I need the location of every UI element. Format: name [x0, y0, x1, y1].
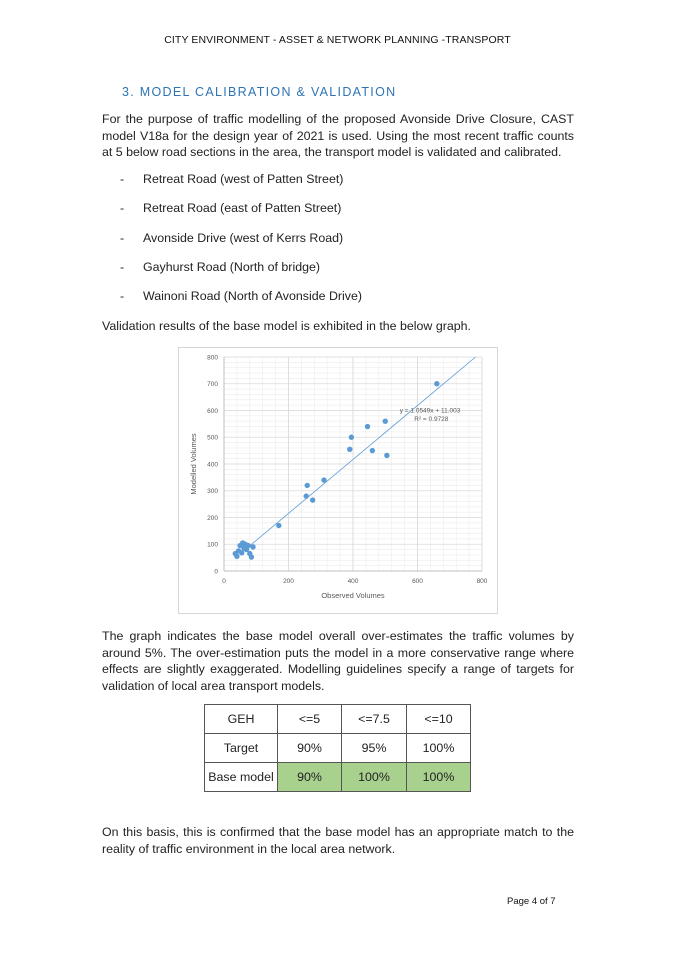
geh-table: [204, 704, 471, 792]
bullet-dash: -: [120, 260, 125, 274]
y-tick-label: 100: [207, 541, 218, 549]
list-item: [120, 201, 341, 215]
intro-paragraph: For the purpose of traffic modelling of the proposed Avonside Drive Closure, CAST model V18a for the design year of 2021 is used. Using the most recent traffic counts at 5 below road sections in the area, the transport model is validated and calibrated.: [102, 112, 574, 160]
list-item-text: Avonside Drive (west of Kerrs Road): [143, 231, 344, 245]
table-cell: 90%: [278, 734, 342, 763]
x-axis-title: Observed Volumes: [321, 591, 385, 600]
x-tick-label: 800: [476, 578, 488, 585]
data-point: [321, 477, 326, 482]
list-item-text: Wainoni Road (North of Avonside Drive): [143, 289, 363, 303]
bullet-dash: -: [120, 201, 125, 215]
conclusion-paragraph: On this basis, this is confirmed that the base model has an appropriate match to the reality of traffic environment in the local area network.: [102, 825, 574, 856]
trendline: [243, 357, 475, 551]
data-point: [370, 448, 375, 453]
y-axis-title: Modelled Volumes: [189, 433, 198, 495]
table-row: [205, 763, 471, 792]
data-point: [384, 453, 389, 458]
bullet-dash: -: [120, 172, 125, 186]
data-point: [434, 381, 439, 386]
table-row: [205, 705, 471, 734]
analysis-paragraph: The graph indicates the base model overall over-estimates the traffic volumes by around 5%. The over-estimation puts the model in a more conservative range where effects are slightly exaggerated. Modelling guidelines specify a range of targets for validation of local area transport models.: [102, 629, 574, 693]
scatter-plot: [179, 348, 497, 613]
y-tick-label: 500: [207, 434, 218, 442]
table-cell: Target: [205, 734, 278, 763]
data-point: [383, 419, 388, 424]
table-cell: <=10: [407, 705, 471, 734]
y-tick-label: 700: [207, 381, 218, 389]
equation-label: y = 1.0549x + 11.003: [399, 407, 461, 415]
data-point: [304, 493, 309, 498]
table-cell-highlight: 100%: [407, 763, 471, 792]
validation-paragraph: Validation results of the base model is exhibited in the below graph.: [102, 319, 471, 333]
data-point: [234, 554, 239, 559]
bullet-dash: -: [120, 231, 125, 245]
data-point: [249, 554, 254, 559]
data-point: [349, 435, 354, 440]
table-cell: Base model: [205, 763, 278, 792]
page-header: CITY ENVIRONMENT - ASSET & NETWORK PLANNING -TRANSPORT: [164, 34, 511, 46]
y-tick-label: 800: [207, 354, 218, 362]
table-cell-highlight: 100%: [342, 763, 407, 792]
table-cell: <=7.5: [342, 705, 407, 734]
data-point: [347, 447, 352, 452]
list-item: [120, 231, 343, 245]
x-tick-label: 400: [347, 578, 359, 585]
x-tick-label: 600: [412, 578, 423, 585]
data-point: [365, 424, 370, 429]
data-point: [310, 497, 315, 502]
list-item-text: Retreat Road (west of Patten Street): [143, 172, 344, 186]
table-cell: <=5: [278, 705, 342, 734]
y-tick-label: 0: [214, 568, 218, 576]
section-heading: 3. MODEL CALIBRATION & VALIDATION: [122, 85, 397, 99]
r-squared-label: R² = 0.9728: [414, 416, 449, 424]
y-tick-label: 400: [207, 461, 218, 469]
data-point: [245, 543, 250, 548]
validation-chart: [178, 347, 498, 614]
list-item-text: Retreat Road (east of Patten Street): [143, 201, 342, 215]
data-point: [250, 544, 255, 549]
y-tick-label: 300: [207, 488, 218, 496]
table-cell: 95%: [342, 734, 407, 763]
data-point: [276, 523, 281, 528]
table-cell-highlight: 90%: [278, 763, 342, 792]
table-row: [205, 734, 471, 763]
bullet-dash: -: [120, 289, 125, 303]
data-point: [305, 483, 310, 488]
y-tick-label: 200: [207, 514, 218, 522]
x-tick-label: 0: [222, 578, 226, 585]
list-item: [120, 172, 343, 186]
list-item-text: Gayhurst Road (North of bridge): [143, 260, 320, 274]
page-number: Page 4 of 7: [507, 896, 556, 907]
table-cell: GEH: [205, 705, 278, 734]
y-tick-label: 600: [207, 407, 218, 415]
x-tick-label: 200: [283, 578, 294, 585]
list-item: [120, 260, 320, 274]
list-item: [120, 289, 362, 303]
table-cell: 100%: [407, 734, 471, 763]
